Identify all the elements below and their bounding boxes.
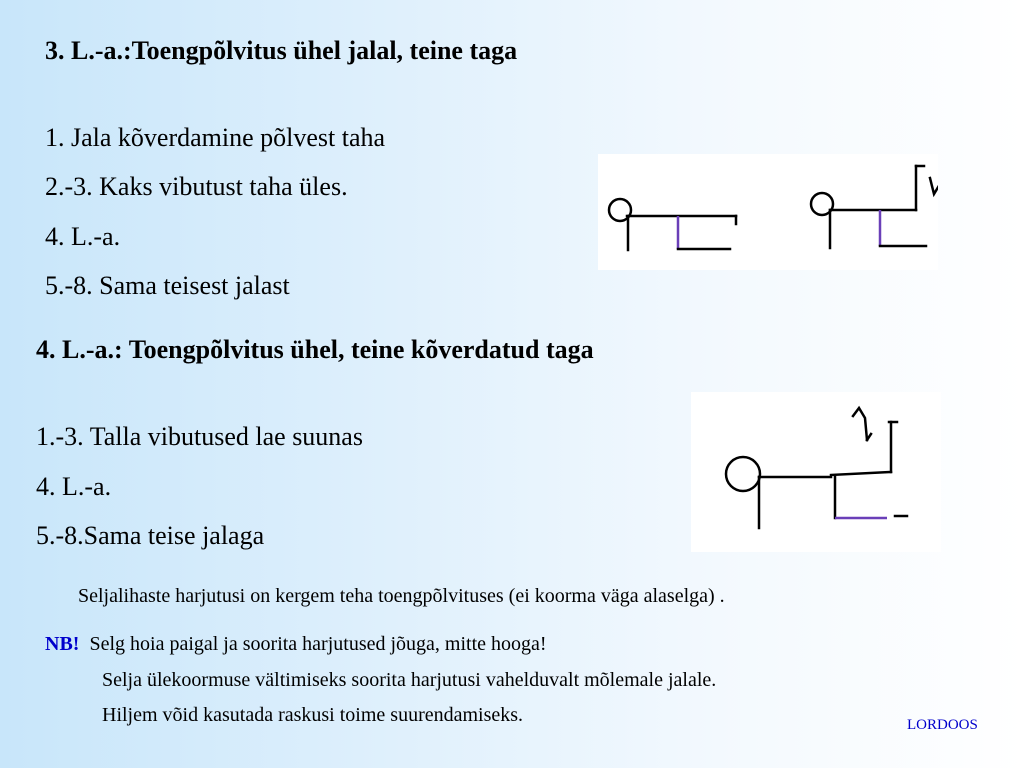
figure-bounce-arrow <box>853 408 867 440</box>
footer-label: LORDOOS <box>907 717 978 733</box>
nb-line-2: Selja ülekoormuse vältimiseks soorita harjutusi vahelduvalt mõlemale jalale. <box>102 669 717 691</box>
section3-step-3: 4. L.-a. <box>45 222 121 251</box>
section3-heading: 3. L.-a.:Toengpõlvitus ühel jalal, teine taga <box>45 36 518 65</box>
section4-step-1: 1.-3. Talla vibutused lae suunas <box>36 422 363 451</box>
nb-line-3: Hiljem võid kasutada raskusi toime suurendamiseks. <box>102 704 524 726</box>
figure-b-bounce-mark <box>930 178 938 194</box>
exercise4-stick-figure <box>691 392 941 552</box>
nb-text-1: Selg hoia paigal ja soorita harjutused jõuga, mitte hooga! <box>89 633 547 655</box>
section4-step-3: 5.-8.Sama teise jalaga <box>36 521 265 550</box>
figure-head <box>726 457 760 491</box>
note-text: Seljalihaste harjutusi on kergem teha toengpõlvituses (ei koorma väga alaselga) . <box>78 585 725 607</box>
section3-step-1: 1. Jala kõverdamine põlvest taha <box>45 123 386 152</box>
nb-label: NB! <box>45 633 80 655</box>
exercise4-figure <box>691 392 941 552</box>
exercise3-stick-figures <box>598 154 938 270</box>
exercise3-figure <box>598 154 938 270</box>
section4-step-2: 4. L.-a. <box>36 472 112 501</box>
nb-line-1 <box>45 633 547 656</box>
section4-heading: 4. L.-a.: Toengpõlvitus ühel, teine kõverdatud taga <box>36 335 594 364</box>
figure-back-right <box>831 472 891 475</box>
section3-step-2: 2.-3. Kaks vibutust taha üles. <box>45 172 348 201</box>
section3-step-4: 5.-8. Sama teisest jalast <box>45 271 290 300</box>
